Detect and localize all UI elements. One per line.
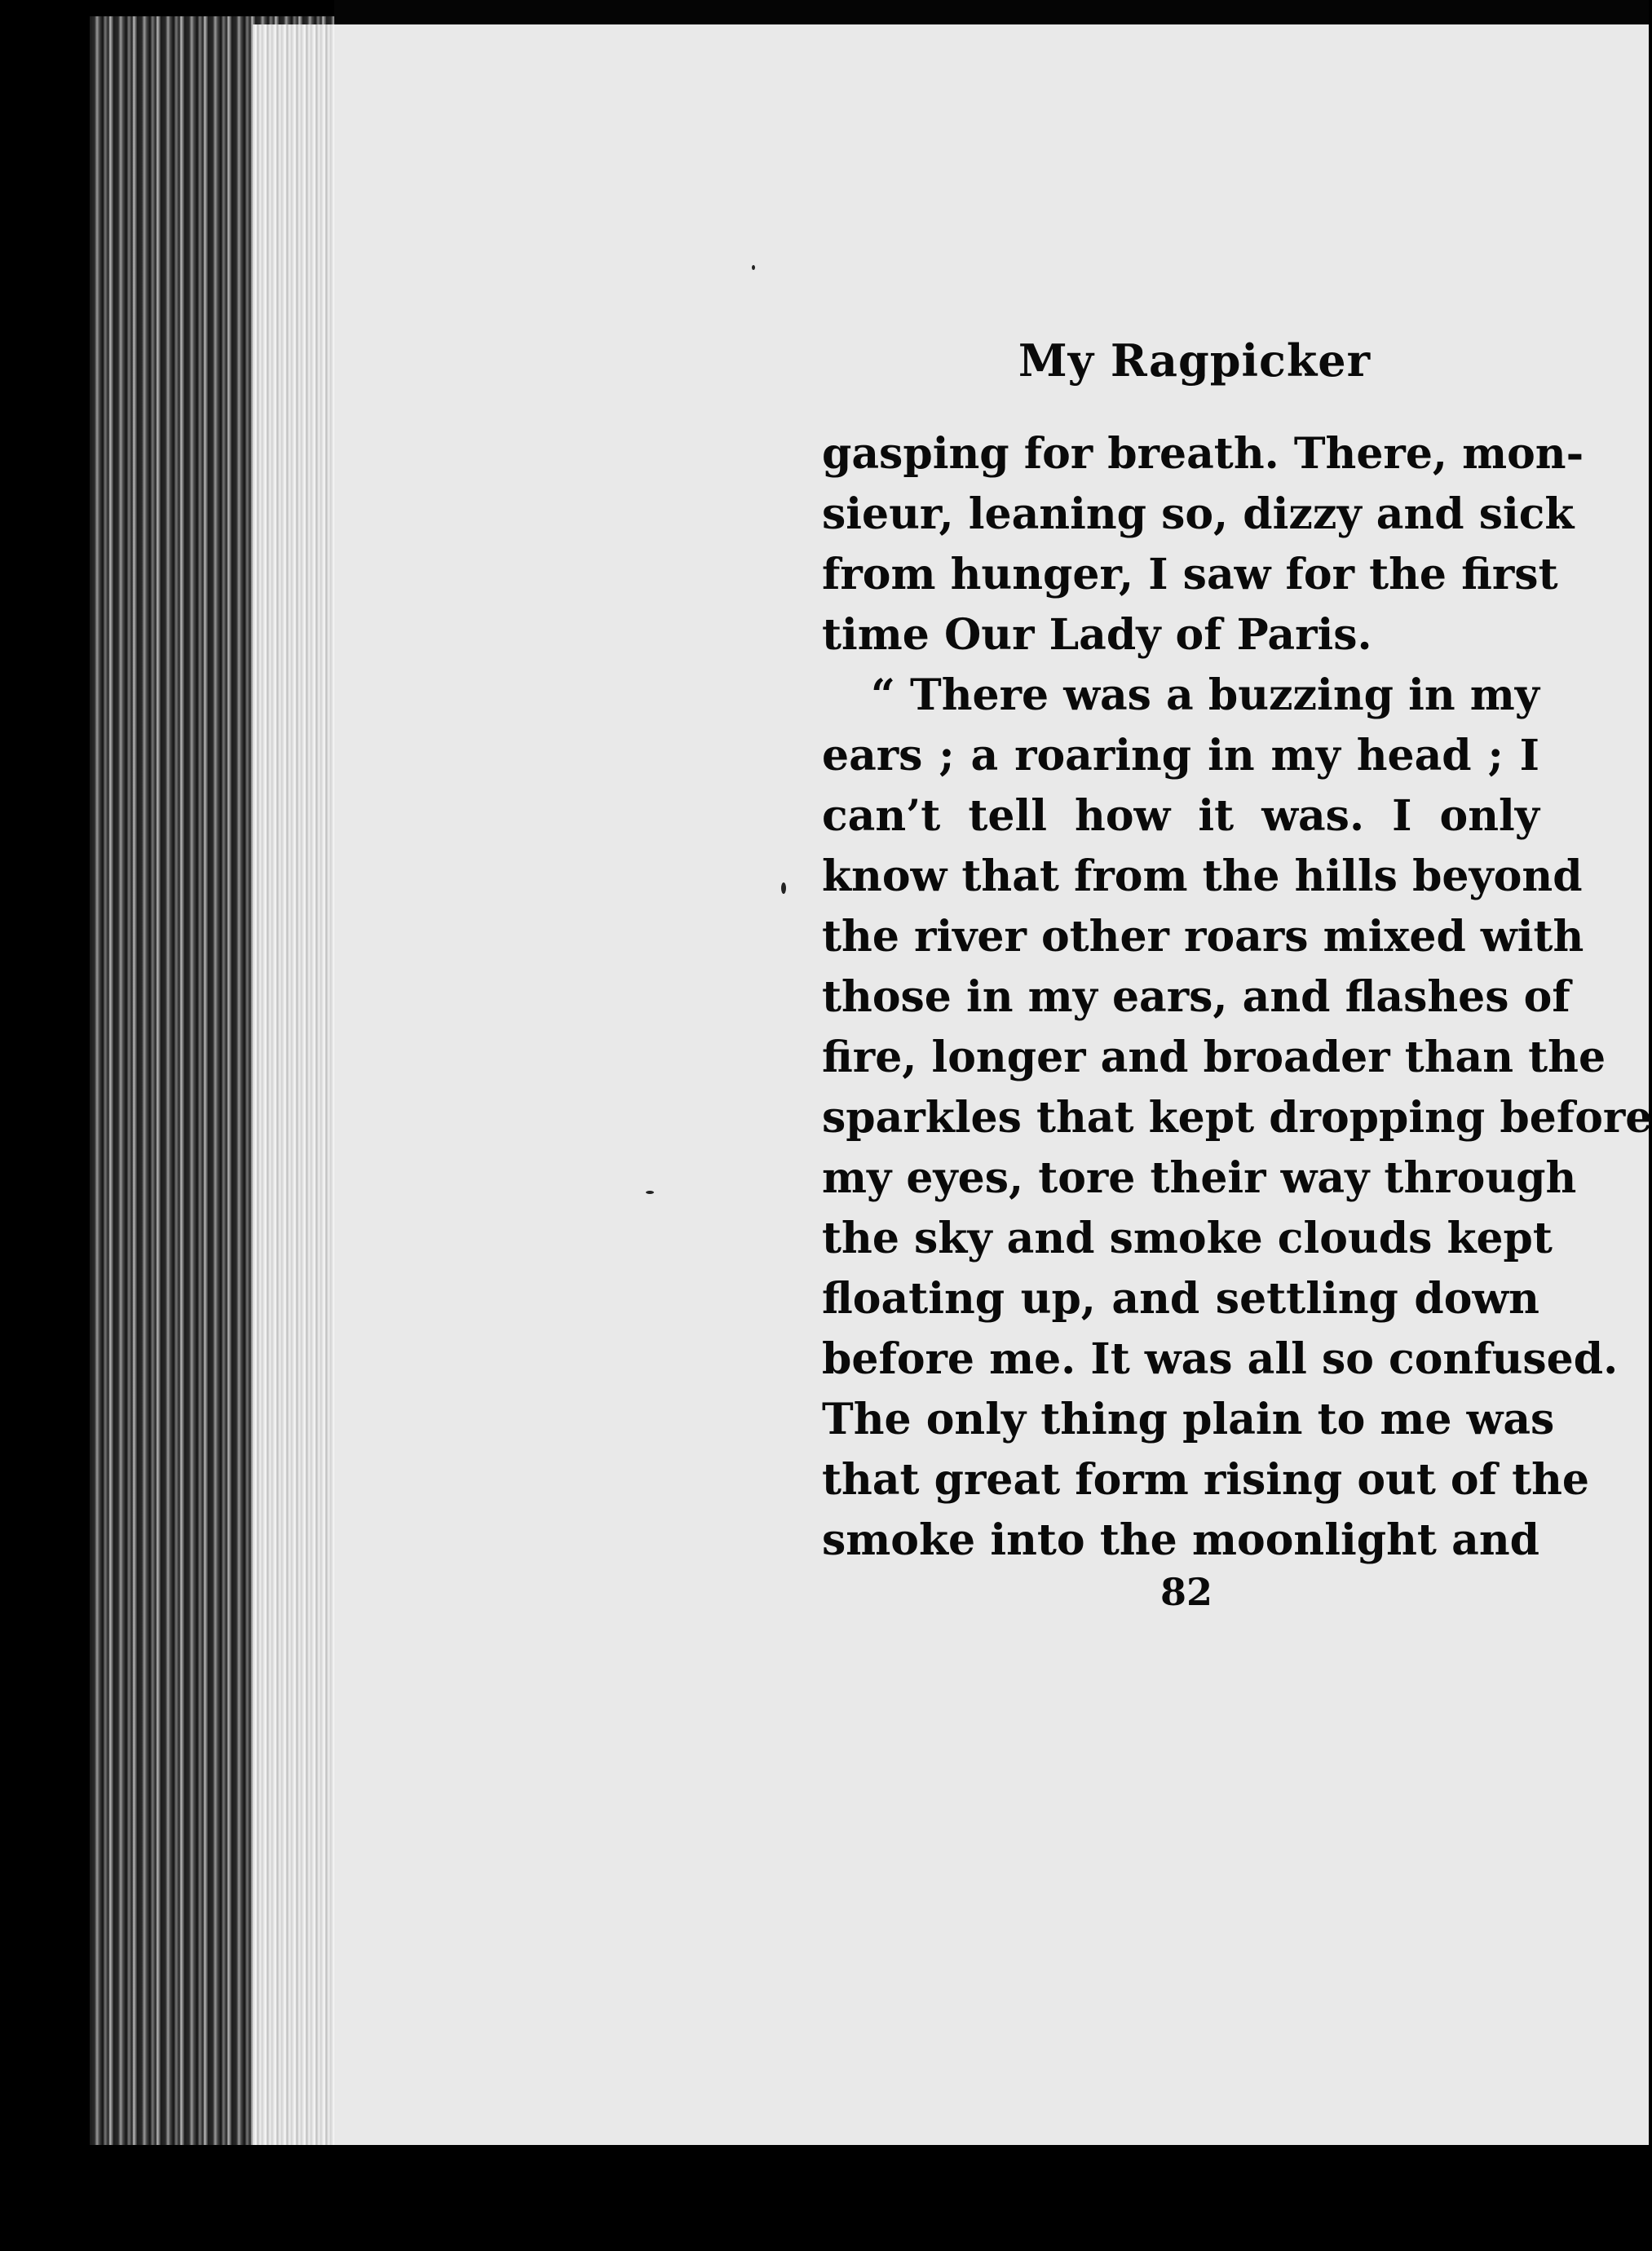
text-line: can’t tell how it was. I only — [822, 791, 1539, 841]
text-line: those in my ears, and flashes of — [822, 972, 1570, 1022]
top-shadow — [334, 0, 1649, 24]
text-line: that great form rising out of the — [822, 1455, 1590, 1505]
text-line: the river other roars mixed with — [822, 912, 1584, 962]
text-line: smoke into the moonlight and — [822, 1515, 1539, 1565]
text-line: The only thing plain to me was — [822, 1395, 1555, 1444]
ink-speck — [752, 265, 755, 270]
text-line: from hunger, I saw for the first — [822, 550, 1558, 599]
text-line: gasping for breath. There, mon- — [822, 429, 1584, 479]
text-line: the sky and smoke clouds kept — [822, 1214, 1553, 1263]
running-head: My Ragpicker — [1018, 334, 1372, 387]
text-line: “ There was a buzzing in my — [871, 670, 1539, 720]
text-line: time Our Lady of Paris. — [822, 610, 1372, 660]
page-edges-light — [253, 24, 334, 2145]
page-number: 82 — [1159, 1570, 1212, 1614]
text-line: fire, longer and broader than the — [822, 1033, 1606, 1082]
text-line: floating up, and settling down — [822, 1274, 1539, 1324]
text-line: sparkles that kept dropping before — [822, 1093, 1652, 1143]
ink-speck — [646, 1191, 654, 1194]
text-line: ears ; a roaring in my head ; I — [822, 731, 1539, 781]
ink-speck — [781, 882, 786, 894]
text-line: my eyes, tore their way through — [822, 1153, 1577, 1203]
text-line: before me. It was all so confused. — [822, 1334, 1619, 1384]
body-text — [822, 424, 1652, 1571]
bottom-shadow — [0, 2145, 1649, 2251]
text-line: know that from the hills beyond — [822, 851, 1583, 901]
text-line: sieur, leaning so, dizzy and sick — [822, 489, 1575, 539]
